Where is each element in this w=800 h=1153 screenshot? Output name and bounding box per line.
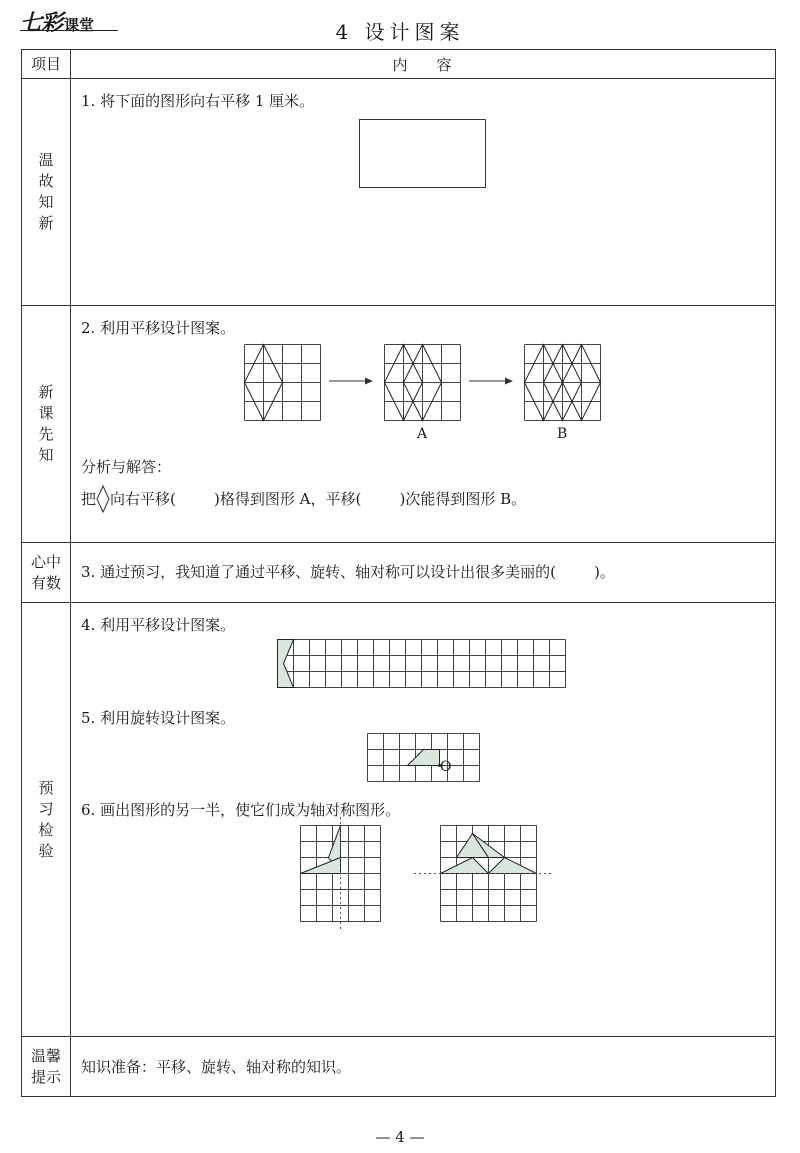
- header-content-text: 内 容: [392, 55, 454, 74]
- tips-text: 知识准备：平移、旋转、轴对称的知识。: [81, 1058, 352, 1076]
- question-3: 3. 通过预习，我知道了通过平移、旋转、轴对称可以设计出很多美丽的( )。: [81, 563, 615, 581]
- rhombus-icon: [96, 485, 110, 513]
- label-char: 验: [38, 841, 54, 860]
- label-char: 先: [38, 425, 54, 443]
- label-b: B: [557, 426, 568, 442]
- label-char: 习: [38, 799, 54, 818]
- section-tips-content: [71, 1037, 776, 1097]
- page-title: 4 设计图案: [335, 20, 465, 44]
- section-new-lesson-label: [22, 306, 71, 543]
- label-char: 温: [38, 151, 54, 169]
- label-line: 温馨: [30, 1046, 61, 1065]
- label-line: 提示: [30, 1067, 61, 1086]
- question-4: 4. 利用平移设计图案。: [81, 616, 236, 634]
- question-5: 5. 利用旋转设计图案。: [81, 709, 236, 727]
- half-shape-left: [441, 858, 489, 874]
- answer-text: 向右平移( )格得到图形 A，平移( )次能得到图形 B。: [110, 490, 527, 508]
- section-new-lesson: [22, 306, 776, 543]
- label-a: A: [417, 426, 428, 442]
- section-check: [22, 603, 776, 1037]
- label-char: 检: [38, 820, 54, 839]
- section-summary-label: [22, 543, 71, 603]
- label-char: 知: [38, 193, 54, 211]
- section-check-label: [22, 603, 71, 1037]
- label-char: 预: [38, 778, 54, 797]
- label-line: 有数: [30, 573, 61, 592]
- header-content: [71, 50, 776, 79]
- label-line: 心中: [30, 552, 61, 571]
- symmetry-grid-vertical: [300, 825, 386, 921]
- analysis-heading: 分析与解答：: [81, 458, 172, 476]
- header-item: 项目: [22, 50, 71, 79]
- label-char: 故: [38, 172, 54, 190]
- grid-pattern-a: [384, 344, 464, 424]
- section-check-content: [71, 603, 776, 1037]
- section-tips: [22, 1037, 776, 1097]
- label-char: 新: [38, 214, 54, 232]
- point-o-label: O: [440, 759, 452, 775]
- label-char: 课: [38, 404, 54, 422]
- half-shape-bottom: [301, 858, 341, 874]
- rotation-shape: [408, 750, 440, 766]
- half-shape-right: [489, 858, 537, 874]
- rotation-grid: [367, 733, 479, 789]
- section-summary-content: [71, 543, 776, 603]
- rectangle-figure: [359, 119, 489, 191]
- question-1: 1. 将下面的图形向右平移 1 厘米。: [81, 92, 315, 110]
- brand-main: 七彩: [20, 11, 63, 36]
- label-char: 知: [38, 446, 54, 464]
- symmetry-grid-horizontal: [424, 825, 550, 921]
- page-number: — 4 —: [375, 1128, 425, 1146]
- answer-prefix: 把: [81, 490, 97, 508]
- section-summary: [22, 543, 776, 603]
- section-review: [22, 79, 776, 306]
- section-review-label: [22, 79, 71, 306]
- section-new-lesson-content: [71, 306, 776, 543]
- arrow-right-icon: [329, 375, 374, 387]
- question-2: 2. 利用平移设计图案。: [81, 319, 236, 337]
- question-6: 6. 画出图形的另一半，使它们成为轴对称图形。: [81, 801, 401, 819]
- grid-pattern-b: [524, 344, 604, 424]
- table-header-row: [22, 50, 776, 79]
- worksheet-table: [21, 49, 776, 1097]
- arrow-right-icon: [469, 375, 514, 387]
- translation-grid: [277, 639, 567, 695]
- label-char: 新: [38, 383, 54, 401]
- arrow-shape: [278, 640, 294, 688]
- section-tips-label: [22, 1037, 71, 1097]
- grid-pattern-original: [244, 344, 324, 424]
- brand-sub: 课堂: [64, 16, 95, 34]
- answer-line: [81, 486, 526, 514]
- section-review-content: [71, 79, 776, 306]
